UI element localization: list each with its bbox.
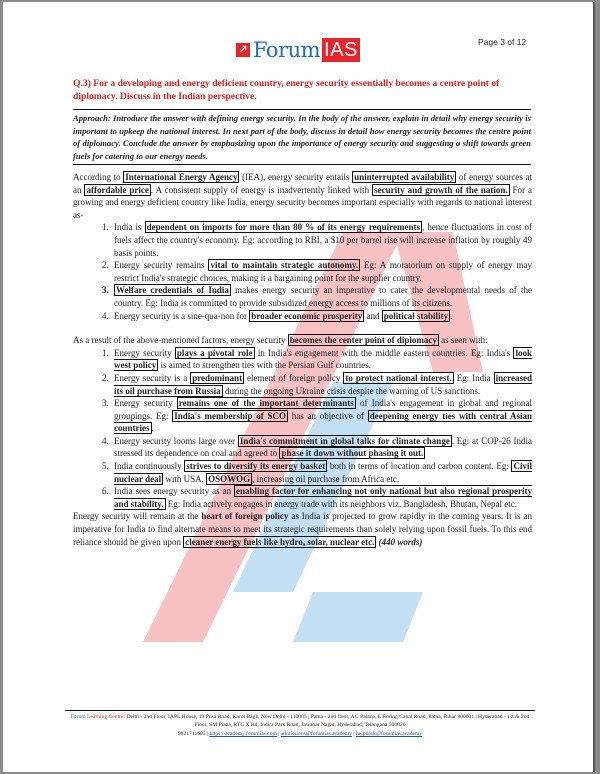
arrow-icon: ↗ xyxy=(236,43,250,57)
answer-body xyxy=(73,171,532,548)
page-header xyxy=(3,32,595,62)
forumias-logo xyxy=(236,38,360,62)
list-item: 1. India is dependent on imports for more than 80 % of its energy requirements , hence fluctuations in cost of fuels affect the country's economy. Eg: according to RBI, a $10 per barrel rise will increase inflation by roughly 49 basis points. xyxy=(111,221,532,259)
list-item: 6. India sees energy security as an enabling factor for enhancing not only national but also regional prosperity and stability. Eg: India actively engages in energy trade with its neighbors viz. Bangladesh, Bhutan, Nepal etc. xyxy=(111,485,532,510)
footer-address: Delhi - 2nd Floor, IAPL House, 19 Pusa Road, Karol Bagh, New Delhi - 110005 | Patna - 2nd floor, AG Palace, E Boring Canal Road, Patna, Bihar 800001 | Hyderabad - 1st & 2nd Floor, SM Plaza, RTC X Rd, Indira Park Road, Jawahar Nagar, Hyderabad, Telangana 500020 xyxy=(125,714,530,729)
list-item: 2. Energy security is a predominant element of foreign policy to protect national interest. Eg: India increased its oil purchase from Russia during the ongoing Ukraine crisis despite the warning of US sanctions. xyxy=(111,372,532,397)
helpdesk-email-link[interactable]: helpdesk@forumias.academy xyxy=(355,730,423,737)
question-text: Q.3) For a developing and energy deficient country, energy security essentially becomes a centre point of diplomacy. Discuss in the Indian perspective. xyxy=(73,78,500,102)
logo-ias-text: IAS xyxy=(324,39,358,61)
transition-paragraph: As a result of the above-mentioned factors, energy security becomes the center point of diplomacy as seen with: xyxy=(73,335,488,346)
document-page xyxy=(3,2,595,772)
list-item: 3. Energy security remains one of the important determinants of India's engagement in global and regional groupings. Eg: India's membership of SCO has an objective of deepening energy ties with central Asian countries . xyxy=(111,397,532,435)
word-count: (440 words) xyxy=(378,536,423,547)
list-item: 4. Energy security is a sine-qua-non for broader economic prosperity and political stability . xyxy=(111,310,532,323)
list-item: 5. India continuously strives to diversify its energy basket both in terms of location and carbon content. Eg: Civil nuclear deal with USA, OSOWOG , increasing oil purchase from Africa etc. xyxy=(111,460,532,485)
national-interest-list xyxy=(73,221,532,322)
list-item: 1. Energy security plays a pivotal role in India's engagement with the middle eastern countries. Eg: India's look west policy is aimed to strengthen ties with the Persian Gulf countries. xyxy=(111,347,532,372)
page-number: Page 3 of 12 xyxy=(478,37,527,47)
list-item: 2. Energy security remains vital to maintain strategic autonomy. Eg: A moratorium on supply of energy may restrict India's strategic choices, making it a bargaining point for the supplier country. xyxy=(111,259,532,284)
website-link[interactable]: https://academy.forumias.com xyxy=(209,730,277,737)
list-item: 3. Welfare credentials of India makes energy security an imperative to cater the developmental needs of the country. Eg: India is committed to provide subsidized energy access to millions of its citizens. xyxy=(111,284,532,309)
admissions-email-link[interactable]: admissions@forumias.academy xyxy=(280,730,353,737)
intro-paragraph: According to International Energy Agency (IEA), energy security entails uninterrupted availability of energy sources at an affordable price . A consistent supply of energy is inadvertently linked with security and growth of the nation. For a growing and energy deficient country like India, energy security becomes important especially with regards to national interest as- xyxy=(73,172,533,220)
approach-box: Approach: Introduce the answer with defining energy security. In the body of the answer, explain in detail why energy security is important to upkeep the national interest. In next part of the body, discuss in detail how energy security becomes the centre point of diplomacy. Conclude the answer by emphasizing upon the importance of energy security and suggesting a shift towards green fuels for catering to our energy needs. xyxy=(73,109,531,165)
logo-forum-text: Forum xyxy=(253,38,321,62)
footer-phone: 9821711605 xyxy=(177,730,206,737)
conclusion-paragraph: Energy security will remain at the heart of foreign policy as India is projected to grow rapidly in the coming years. It is an imperative for India to find alternate means to meet its strategic requirements than solely relying upon fossil fuels. To this end reliance should be given upon cleaner energy fuels like hydro, solar, nuclear etc. (440 words) xyxy=(73,511,532,547)
list-item: 4. Energy security looms large over India's commitment in global talks for climate change . Eg: at COP-26 India stressed its dependence on coal and agreed to phase it down without phasing it out. xyxy=(111,435,532,460)
page-footer: Forum Learning Centre: Delhi - 2nd Floor, IAPL House, 19 Pusa Road, Karol Bagh, New Delhi - 110005 | Patna - 2nd floor, AG Palace, E Boring Canal Road, Patna, Bihar 800001 | Hyderabad - 1st & 2nd Floor, SM Plaza, RTC X Rd, Indira Park Road, Jawahar Nagar, Hyderabad, Telangana 500020 9821711605 | https://academy.forumias.com | admissions@forumias.academy | helpdesk@forumias.academy xyxy=(65,710,535,738)
diplomacy-list xyxy=(73,347,532,511)
